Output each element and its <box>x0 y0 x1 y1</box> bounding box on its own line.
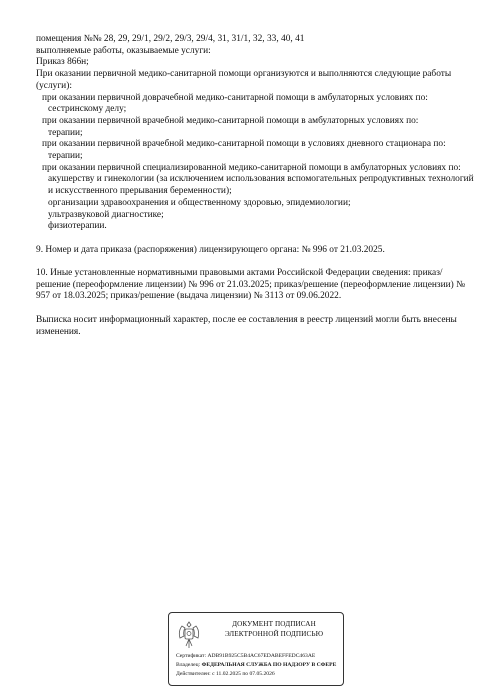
owner-line: Владелец: ФЕДЕРАЛЬНАЯ СЛУЖБА ПО НАДЗОРУ В СФЕРЕ <box>176 662 337 668</box>
order-line: Приказ 866н; <box>36 57 89 68</box>
doctor-day-hospital-line: при оказании первичной врачебной медико-санитарной помощи в условиях дневного стационара по: <box>42 139 446 150</box>
service-nursing: сестринскому делу; <box>48 104 127 115</box>
doctor-outpatient-line: при оказании первичной врачебной медико-санитарной помощи в амбулаторных условиях по: <box>42 115 419 126</box>
validity-line: Действителен: с 11.02.2025 по 07.05.2026 <box>176 671 275 677</box>
services-heading: выполняемые работы, оказываемые услуги: <box>36 45 211 56</box>
service-public-health: организации здравоохранения и общественному здоровью, эпидемиологии; <box>48 197 351 208</box>
service-ultrasound: ультразвуковой диагностике; <box>48 209 164 220</box>
section-9: 9. Номер и дата приказа (распоряжения) лицензирующего органа: № 996 от 21.03.2025. <box>36 244 385 255</box>
premises-line: помещения №№ 28, 29, 29/1, 29/2, 29/3, 29/4, 31, 31/1, 32, 33, 40, 41 <box>36 34 305 44</box>
service-therapy-1: терапии; <box>48 127 83 138</box>
prehospital-outpatient-line: при оказании первичной доврачебной медико-санитарной помощи в амбулаторных условиях по: <box>42 92 428 103</box>
electronic-signature-stamp <box>168 612 344 686</box>
specialized-outpatient-line: при оказании первичной специализированной медико-санитарной помощи в амбулаторных условиях по: <box>42 162 461 173</box>
document-body <box>36 34 474 338</box>
service-obstetrics: акушерству и гинекологии (за исключением использования вспомогательных репродуктивных технологий и искусственного прерывания беременности); <box>48 174 474 197</box>
certificate-line: Сертификат: ADB91B925C5B4AC67EDABEFFEDC463AE <box>176 653 316 659</box>
stamp-title: ДОКУМЕНТ ПОДПИСАН ЭЛЕКТРОННОЙ ПОДПИСЬЮ <box>224 620 324 638</box>
section-10: 10. Иные установленные нормативными правовыми актами Российской Федерации сведения: приказ/решение (переоформление лицензии) № 996 от 21.03.2025; приказ/решение (переоформление лицензии) № 957 от 18.03.2025; приказ/решение (выдача лицензии) № 3113 от 09.06.2022. <box>36 268 466 302</box>
primary-care-intro: При оказании первичной медико-санитарной помощи организуются и выполняются следующие работы (услуги): <box>36 69 452 91</box>
russian-coat-of-arms-icon <box>175 619 203 651</box>
footer-note: Выписка носит информационный характер, после ее составления в реестр лицензий могли быть внесены изменения. <box>36 314 457 337</box>
service-therapy-2: терапии; <box>48 151 83 162</box>
service-physiotherapy: физиотерапии. <box>48 221 107 232</box>
